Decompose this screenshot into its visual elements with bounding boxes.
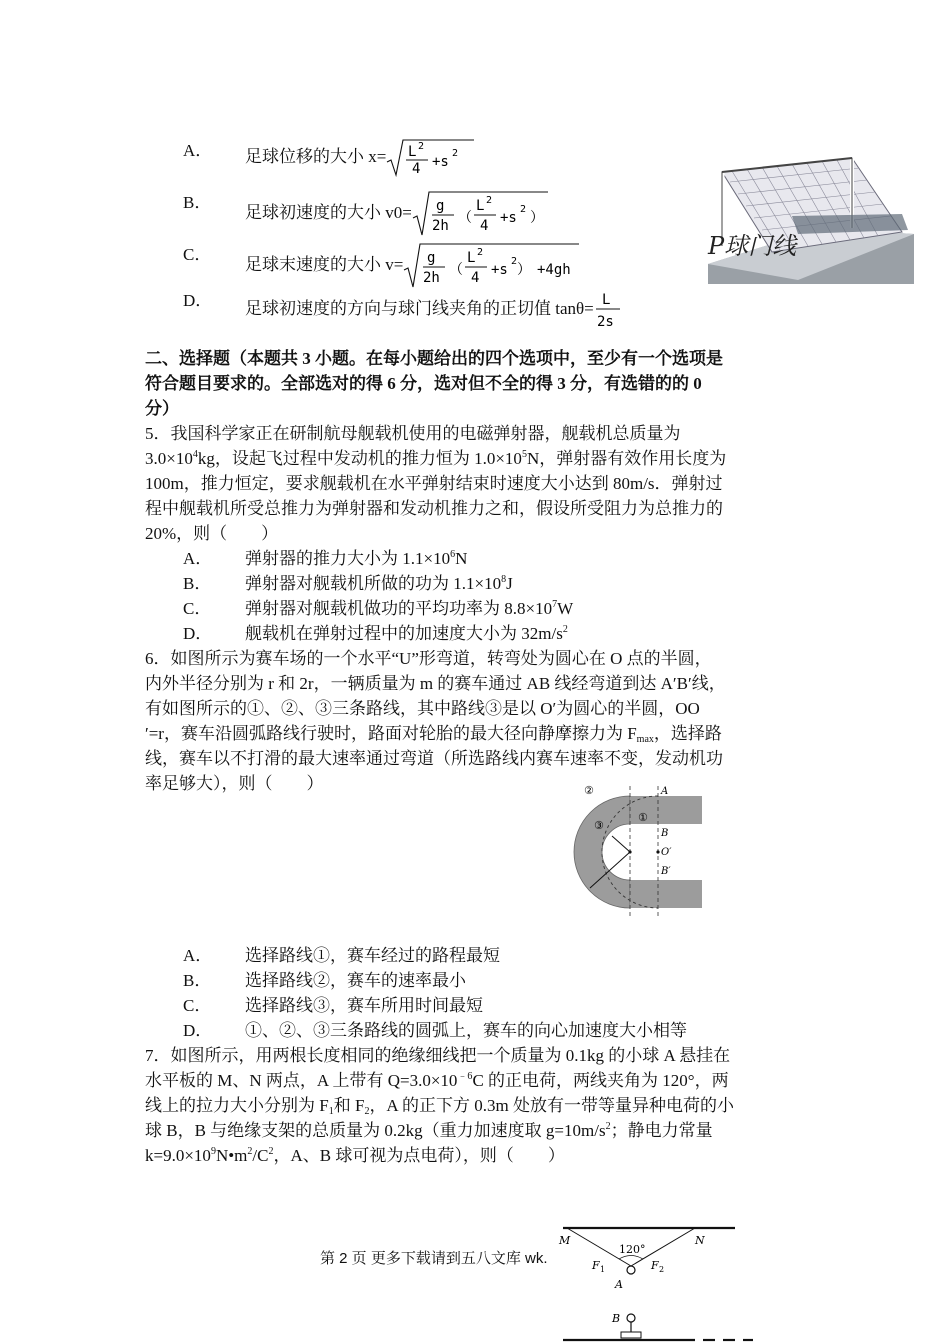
svg-text:B: B: [661, 828, 669, 839]
svg-text:g: g: [435, 198, 445, 214]
track-lower-straight: [630, 880, 702, 908]
option-text: [245, 288, 624, 332]
q5-line1: 5．我国科学家正在研制航母舰载机使用的电磁弹射器，舰载机总质量为: [145, 424, 681, 443]
q6-line6: 率足够大），则（ ）: [145, 774, 324, 793]
option-letter: A．: [183, 141, 213, 160]
svg-text:2h: 2h: [423, 270, 441, 286]
q6-line5: 线，赛车以不打滑的最大速率通过弯道（所选路线内赛车速率不变，发动机功: [145, 749, 723, 768]
svg-text:A: A: [661, 786, 669, 797]
svg-text:B: B: [612, 1312, 621, 1325]
svg-text:③: ③: [594, 819, 604, 832]
svg-text:B′: B′: [661, 866, 671, 877]
option-text: 选择路线①，赛车经过的路程最短: [245, 946, 500, 965]
svg-text:2s: 2s: [596, 314, 614, 330]
svg-text:L: L: [467, 250, 476, 266]
option-c-text: 足球末速度的大小 v=: [245, 254, 404, 274]
q6-line1: 6．如图所示为赛车场的一个水平“U”形弯道，转弯处为圆心在 O 点的半圆，: [145, 649, 712, 668]
option-letter: D．: [183, 624, 213, 643]
option-d-text: 足球初速度的方向与球门线夹角的正切值 tanθ=: [245, 298, 594, 318]
svg-text:2: 2: [452, 148, 459, 159]
option-text: [245, 138, 476, 178]
svg-text:F: F: [651, 1259, 659, 1272]
svg-text:②: ②: [584, 784, 594, 797]
option-a-text: 足球位移的大小 x=: [245, 146, 387, 166]
q7-line1: 7．如图所示，用两根长度相同的绝缘细线把一个质量为 0.1kg 的小球 A 悬挂在: [145, 1046, 731, 1065]
svg-text:①: ①: [638, 811, 648, 824]
svg-text:+s: +s: [491, 262, 509, 278]
svg-text:120°: 120°: [619, 1243, 646, 1256]
sqrt-sign-icon: [386, 138, 476, 178]
track-curve: [574, 796, 630, 908]
svg-text:O′: O′: [661, 847, 672, 858]
page-footer: 第 2 页 更多下载请到五八文库 wk.: [320, 1250, 548, 1267]
fraction-formula-d: [594, 288, 624, 332]
svg-text:+4gh: +4gh: [537, 262, 572, 278]
q6-line4: ′=r，赛车沿圆弧路线行驶时，路面对轮胎的最大径向静摩擦力为 $F_{max}$，选择路: [145, 724, 722, 745]
svg-text:2: 2: [519, 204, 526, 215]
svg-text:2: 2: [418, 141, 425, 152]
section2-line2: 符合题目要求的。全部选对的得 6 分，选对但不全的得 3 分，有选错的的 0: [145, 374, 702, 393]
option-text: [245, 242, 583, 290]
ball-a: [627, 1266, 635, 1274]
goal-line-label: P球门线: [708, 232, 797, 260]
option-text: 舰载机在弹射过程中的加速度大小为 $32m/s^2$: [245, 624, 568, 643]
hanging-ball-figure: [555, 1222, 755, 1344]
svg-text:M: M: [559, 1234, 571, 1247]
q6-line2: 内外半径分别为 r 和 2r，一辆质量为 m 的赛车通过 AB 线经弯道到达 A′B′线，: [145, 674, 726, 693]
option-letter: D．: [183, 1021, 213, 1040]
option-text: 弹射器对舰载机所做的功为 $1.1\times 10^8J$: [245, 574, 513, 593]
sqrt-formula-b: [412, 190, 552, 238]
svg-text:L: L: [408, 144, 417, 160]
svg-text:4: 4: [471, 270, 480, 286]
goal-figure: [702, 152, 914, 284]
option-letter: C．: [183, 599, 212, 618]
svg-text:L: L: [475, 198, 485, 214]
option-b-text: 足球初速度的大小 v0=: [245, 202, 412, 222]
q7-line3: 线上的拉力大小分别为 $F_1$和 $F_2$，A 的正下方 0.3m 处放有一带等量异种电荷的小: [145, 1096, 734, 1117]
svg-text:+s: +s: [432, 154, 450, 170]
option-letter: B．: [183, 971, 212, 990]
svg-text:）: ）: [517, 262, 532, 278]
q5-line5: 20%，则（ ）: [145, 524, 279, 543]
svg-text:N: N: [695, 1234, 705, 1247]
svg-text:g: g: [427, 250, 436, 266]
q7-line2: 水平板的 M、N 两点，A 上带有 $Q=3.0\times 10^{﹣6}C$ 的正电荷，两线夹角为 120°，两: [145, 1071, 729, 1090]
section2-line3: 分）: [145, 399, 179, 418]
q7-line4: 球 B，B 与绝缘支架的总质量为 0.2kg（重力加速度取 $g=10m/s^2$；静电力常量: [145, 1121, 713, 1140]
svg-text:A: A: [615, 1278, 623, 1291]
svg-text:2: 2: [659, 1265, 665, 1274]
svg-text:2h: 2h: [431, 218, 449, 234]
option-text: [245, 190, 552, 238]
svg-text:2: 2: [485, 195, 492, 206]
svg-text:+s: +s: [499, 210, 517, 226]
sqrt-formula-c: [403, 242, 583, 290]
svg-text:1: 1: [600, 1265, 606, 1274]
option-letter: C．: [183, 996, 212, 1015]
option-text: 弹射器对舰载机做功的平均功率为 $8.8\times 10^7W$: [245, 599, 574, 618]
svg-text:）: ）: [529, 210, 544, 226]
q5-line4: 程中舰载机所受总推力为弹射器和发动机推力之和，假设所受阻力为总推力的: [145, 499, 723, 518]
option-text: ①、②、③三条路线的圆弧上，赛车的向心加速度大小相等: [245, 1021, 687, 1040]
svg-text:（: （: [449, 262, 464, 278]
sqrt-formula-a: [386, 138, 476, 178]
option-letter: A．: [183, 549, 213, 568]
svg-text:（: （: [457, 210, 472, 226]
svg-text:4: 4: [412, 161, 421, 177]
svg-text:L: L: [601, 292, 611, 308]
ball-b: [627, 1314, 635, 1322]
q5-line3: 100m，推力恒定，要求舰载机在水平弹射结束时速度大小达到 80m/s．弹射过: [145, 474, 723, 493]
svg-text:2: 2: [511, 256, 518, 267]
q6-line3: 有如图所示的①、②、③三条路线，其中路线③是以 O′为圆心的半圆，OO: [145, 699, 700, 718]
option-text: 选择路线②，赛车的速率最小: [245, 971, 466, 990]
option-letter: B．: [183, 193, 212, 212]
svg-text:F: F: [592, 1259, 600, 1272]
svg-text:4: 4: [479, 218, 489, 234]
q5-line2: $3.0\times 10^4kg$，设起飞过程中发动机的推力恒为 $1.0\times 10^5N$，弹射器有效作用长度为: [145, 449, 727, 468]
section2-line1: 二、选择题（本题共 3 小题。在每小题给出的四个选项中，至少有一个选项是: [145, 349, 723, 368]
option-text: 弹射器的推力大小为 $1.1\times 10^6N$: [245, 549, 468, 568]
svg-text:2: 2: [477, 247, 484, 258]
u-turn-figure: [570, 784, 705, 920]
option-letter: B．: [183, 574, 212, 593]
q7-line5: $k=9.0\times 10^9N•m^2/C^2$，A、B 球可视为点电荷），则（ ）: [145, 1146, 565, 1165]
option-letter: D．: [183, 291, 213, 310]
insulating-stand: [621, 1332, 641, 1338]
option-text: 选择路线③，赛车所用时间最短: [245, 996, 483, 1015]
option-letter: A．: [183, 946, 213, 965]
option-letter: C．: [183, 245, 212, 264]
